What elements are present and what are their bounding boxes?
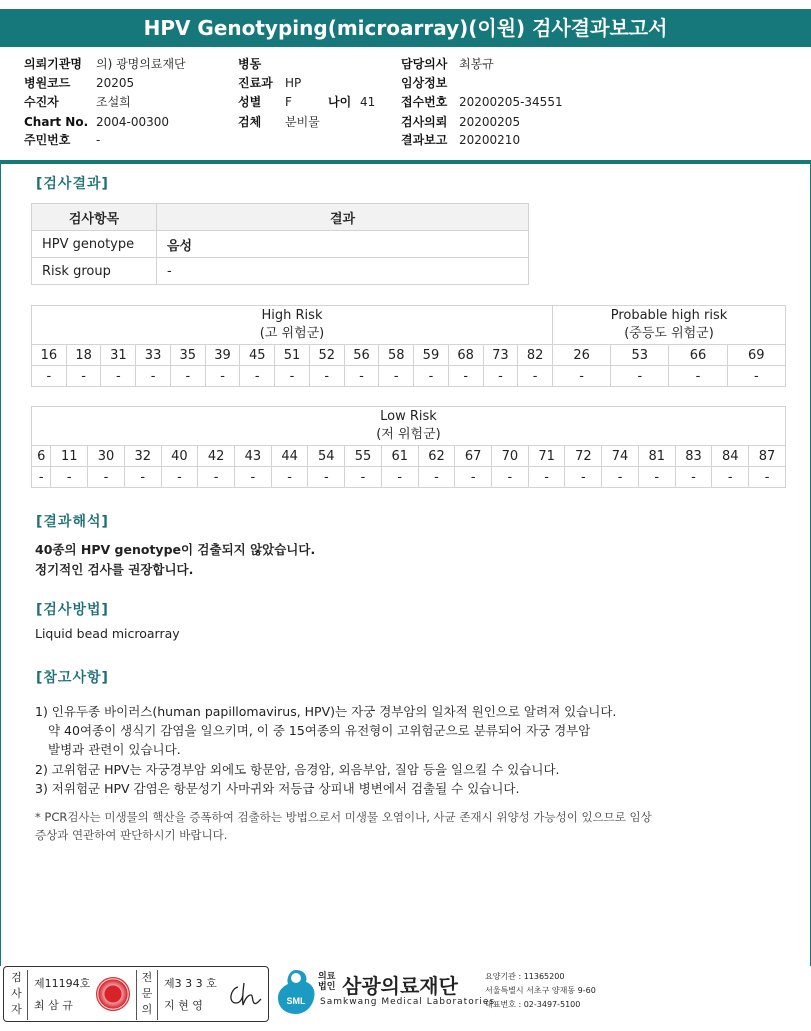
low-risk-result-cell: -	[638, 467, 675, 488]
info-label: 성별	[238, 95, 262, 109]
info-label: 결과보고	[401, 133, 448, 147]
high-risk-type-cell: 33	[136, 345, 171, 366]
specialist-label: 전문의	[136, 970, 158, 1020]
section-result-title: [검사결과]	[36, 176, 109, 192]
low-risk-result-cell: -	[88, 467, 125, 488]
high-risk-label-kr: (고 위험군)	[259, 326, 325, 341]
info-value: 20200205	[459, 115, 521, 129]
low-risk-result-cell: -	[381, 467, 418, 488]
high-risk-result-cell: -	[170, 366, 205, 387]
info-col3-1	[401, 75, 459, 91]
high-risk-result-cell: -	[240, 366, 275, 387]
high-risk-type-cell: 52	[309, 345, 344, 366]
low-risk-table	[31, 406, 786, 488]
low-risk-type-cell: 72	[565, 446, 602, 467]
high-risk-group-cell	[32, 306, 553, 345]
high-risk-type-cell: 26	[553, 345, 611, 366]
low-risk-result-cell: -	[565, 467, 602, 488]
examiner-license: 제11194호	[34, 977, 91, 990]
low-risk-type-cell: 83	[675, 446, 712, 467]
info-label: 주민번호	[24, 133, 71, 147]
info-col2-3	[238, 114, 320, 130]
high-risk-type-cell: 31	[101, 345, 136, 366]
report-title: HPV Genotyping(microarray)(이원) 검사결과보고서	[0, 9, 811, 47]
high-risk-result-cell: -	[309, 366, 344, 387]
info-col1-1	[24, 75, 134, 91]
info-value: -	[96, 133, 101, 147]
info-col2-0	[238, 56, 285, 72]
org-phone: 대표번호 : 02-3497-5100	[485, 1000, 581, 1009]
info-col1-2	[24, 94, 131, 110]
info-col1-4	[24, 132, 100, 148]
info-value: 20205	[96, 76, 135, 90]
low-risk-result-cell: -	[271, 467, 308, 488]
high-risk-type-cell: 69	[727, 345, 785, 366]
org-address: 서울특별시 서초구 양재동 9-60	[485, 986, 596, 995]
sml-logo-icon	[274, 968, 318, 1016]
specialist-name: 지 현 영	[164, 999, 203, 1012]
low-risk-type-cell: 62	[418, 446, 455, 467]
high-risk-type-cell: 16	[32, 345, 67, 366]
org-prefix: 의료법인	[318, 972, 336, 992]
high-risk-result-cell: -	[136, 366, 171, 387]
info-label: 병원코드	[24, 76, 71, 90]
info-label: 검사의뢰	[401, 115, 448, 129]
high-risk-type-cell: 73	[483, 345, 518, 366]
low-risk-type-cell: 42	[198, 446, 235, 467]
high-risk-type-cell: 53	[611, 345, 669, 366]
info-label: 접수번호	[401, 95, 448, 109]
high-risk-result-cell: -	[32, 366, 67, 387]
high-risk-result-cell: -	[275, 366, 310, 387]
high-risk-label: High Risk	[261, 308, 323, 323]
info-label: 임상정보	[401, 76, 448, 90]
signature-box	[3, 966, 269, 1022]
high-risk-result-cell: -	[483, 366, 518, 387]
info-value: 20200210	[459, 133, 521, 147]
low-risk-type-cell: 61	[381, 446, 418, 467]
signature-icon	[226, 981, 264, 1009]
high-risk-type-cell: 35	[170, 345, 205, 366]
info-col2-2	[238, 94, 292, 110]
info-value: 최봉규	[459, 57, 494, 71]
low-risk-type-cell: 30	[88, 446, 125, 467]
info-col3-4	[401, 132, 520, 148]
high-risk-type-cell: 45	[240, 345, 275, 366]
high-risk-type-cell: 51	[275, 345, 310, 366]
info-label: 병동	[238, 57, 262, 71]
probable-risk-label-kr: (중등도 위험군)	[624, 326, 714, 341]
info-label: 진료과	[238, 76, 273, 90]
low-risk-label-kr: (저 위험군)	[376, 427, 441, 442]
high-risk-result-cell: -	[414, 366, 449, 387]
info-col1-0	[24, 56, 186, 72]
result-item-genotype: HPV genotype	[32, 231, 157, 258]
low-risk-result-cell: -	[32, 467, 51, 488]
low-risk-result-cell: -	[235, 467, 272, 488]
high-risk-type-cell: 58	[379, 345, 414, 366]
probable-risk-label: Probable high risk	[610, 308, 728, 323]
info-label: 담당의사	[401, 57, 448, 71]
info-value: 조설희	[96, 95, 131, 109]
section-method-title: [검사방법]	[36, 602, 109, 618]
low-risk-type-cell: 81	[638, 446, 675, 467]
low-risk-result-cell: -	[455, 467, 492, 488]
patient-info	[0, 56, 811, 164]
reference-line-4: 2) 고위험군 HPV는 자궁경부암 외에도 항문암, 음경암, 외음부암, 질암 등을 일으킬 수 있습니다.	[35, 762, 560, 777]
high-risk-result-cell: -	[553, 366, 611, 387]
high-risk-type-cell: 66	[669, 345, 727, 366]
high-risk-result-cell: -	[66, 366, 101, 387]
result-header-item: 검사항목	[32, 204, 157, 231]
info-age	[328, 94, 375, 110]
logo-text: SML	[286, 996, 306, 1006]
info-col2-1	[238, 75, 301, 91]
high-risk-result-cell: -	[344, 366, 379, 387]
high-risk-result-cell: -	[379, 366, 414, 387]
low-risk-type-cell: 40	[161, 446, 198, 467]
low-risk-result-cell: -	[51, 467, 88, 488]
low-risk-type-cell: 54	[308, 446, 345, 467]
info-col3-0	[401, 56, 494, 72]
result-header-result: 결과	[157, 204, 529, 231]
low-risk-type-cell: 84	[712, 446, 749, 467]
reference-line-1: 1) 인유두종 바이러스(human papillomavirus, HPV)는 자궁 경부암의 일차적 원인으로 알려져 있습니다.	[35, 704, 617, 719]
high-risk-result-cell: -	[611, 366, 669, 387]
reference-line-5: 3) 저위험군 HPV 감염은 항문성기 사마귀와 저등급 상피내 병변에서 검출될 수 있습니다.	[35, 781, 520, 796]
examiner-seal-icon	[96, 977, 130, 1011]
high-risk-result-cell: -	[448, 366, 483, 387]
high-risk-type-cell: 68	[448, 345, 483, 366]
low-risk-result-cell: -	[418, 467, 455, 488]
high-risk-type-cell: 82	[518, 345, 553, 366]
info-col1-3	[24, 114, 169, 130]
org-name: 삼광의료재단	[342, 974, 458, 998]
low-risk-type-cell: 55	[345, 446, 382, 467]
low-risk-result-cell: -	[198, 467, 235, 488]
institution-code: 요양기관 : 11365200	[485, 972, 565, 981]
reference-note-2: 증상과 연관하여 판단하시기 바랍니다.	[35, 828, 228, 842]
high-risk-result-cell: -	[205, 366, 240, 387]
section-interpretation-title: [결과해석]	[36, 514, 109, 530]
low-risk-type-cell: 74	[602, 446, 639, 467]
low-risk-group-cell	[32, 407, 786, 446]
info-label: 수진자	[24, 95, 59, 109]
info-col3-3	[401, 114, 520, 130]
result-value-risk-group: -	[157, 258, 529, 285]
low-risk-type-cell: 44	[271, 446, 308, 467]
interpretation-line-2: 정기적인 검사를 권장합니다.	[35, 562, 194, 577]
info-value: 의) 광명의료재단	[96, 57, 186, 71]
method-text: Liquid bead microarray	[35, 626, 180, 641]
low-risk-result-cell: -	[308, 467, 345, 488]
info-col3-2	[401, 94, 563, 110]
section-reference-title: [참고사항]	[36, 670, 109, 686]
reference-line-2: 약 40여종이 생식기 감염을 일으키며, 이 중 15여종의 유전형이 고위험군으로 분류되어 자궁 경부암	[48, 723, 591, 738]
age-value: 41	[360, 95, 376, 109]
high-risk-table	[31, 305, 786, 387]
high-risk-type-cell: 18	[66, 345, 101, 366]
interpretation-line-1: 40종의 HPV genotype이 검출되지 않았습니다.	[35, 542, 316, 557]
examiner-name: 최 삼 규	[34, 999, 73, 1012]
probable-risk-group-cell	[553, 306, 786, 345]
specialist-license: 제3 3 3 호	[164, 977, 217, 990]
low-risk-label: Low Risk	[380, 409, 437, 424]
age-label: 나이	[328, 95, 352, 109]
low-risk-type-cell: 70	[492, 446, 529, 467]
low-risk-type-cell: 32	[124, 446, 161, 467]
low-risk-type-cell: 87	[749, 446, 786, 467]
high-risk-type-cell: 56	[344, 345, 379, 366]
reference-note-1: * PCR검사는 미생물의 핵산을 증폭하여 검출하는 방법으로서 미생물 오염이나, 사균 존재시 위양성 가능성이 있으므로 임상	[35, 810, 652, 824]
info-value: 20200205-34551	[459, 95, 563, 109]
high-risk-result-cell: -	[101, 366, 136, 387]
reference-line-3: 발병과 관련이 있습니다.	[48, 742, 181, 757]
low-risk-result-cell: -	[124, 467, 161, 488]
result-table	[31, 203, 529, 285]
high-risk-type-cell: 59	[414, 345, 449, 366]
examiner-label: 검사자	[6, 970, 28, 1020]
info-label: 의뢰기관명	[24, 57, 82, 71]
low-risk-result-cell: -	[492, 467, 529, 488]
info-label: Chart No.	[24, 115, 89, 129]
info-value: F	[285, 95, 292, 109]
low-risk-result-cell: -	[749, 467, 786, 488]
low-risk-result-cell: -	[712, 467, 749, 488]
info-value: HP	[285, 76, 302, 90]
low-risk-type-cell: 71	[528, 446, 565, 467]
low-risk-type-cell: 43	[235, 446, 272, 467]
low-risk-result-cell: -	[161, 467, 198, 488]
info-value: 분비물	[285, 115, 320, 129]
info-label: 검체	[238, 115, 262, 129]
low-risk-type-cell: 6	[32, 446, 51, 467]
result-value-genotype: 음성	[157, 231, 529, 258]
low-risk-result-cell: -	[675, 467, 712, 488]
low-risk-result-cell: -	[602, 467, 639, 488]
low-risk-result-cell: -	[345, 467, 382, 488]
high-risk-result-cell: -	[727, 366, 785, 387]
report-footer	[0, 966, 811, 1031]
low-risk-type-cell: 11	[51, 446, 88, 467]
high-risk-result-cell: -	[669, 366, 727, 387]
low-risk-result-cell: -	[528, 467, 565, 488]
high-risk-type-cell: 39	[205, 345, 240, 366]
info-value: 2004-00300	[96, 115, 170, 129]
high-risk-result-cell: -	[518, 366, 553, 387]
low-risk-type-cell: 67	[455, 446, 492, 467]
org-name-en: Samkwang Medical Laboratories	[320, 997, 496, 1007]
result-item-risk-group: Risk group	[32, 258, 157, 285]
contact-block	[485, 970, 596, 1012]
